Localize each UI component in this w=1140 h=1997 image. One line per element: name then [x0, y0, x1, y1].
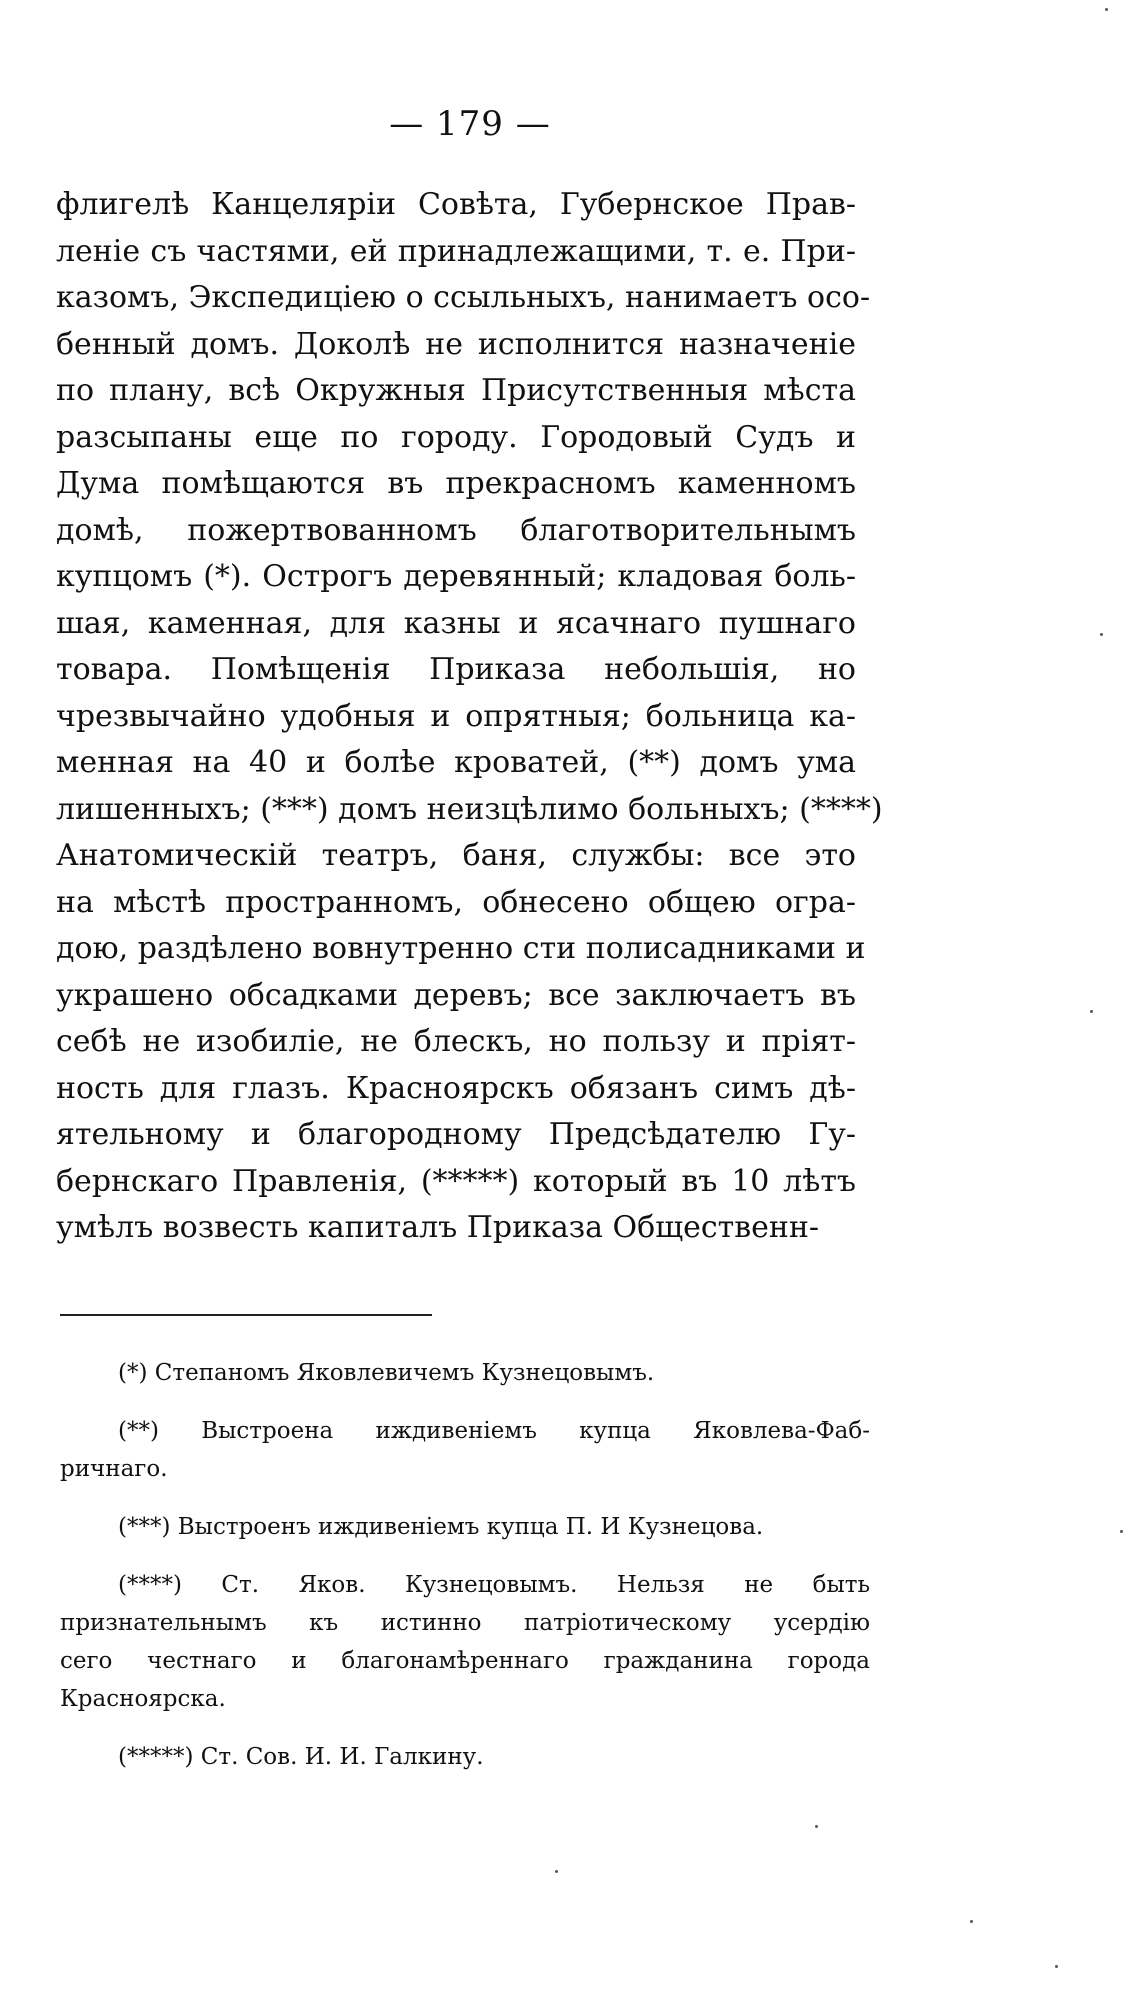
body-line: флигелѣ Канцелярiи Совѣта, Губернское Прав- — [56, 187, 856, 222]
scan-speck — [970, 1920, 973, 1923]
body-line: на мѣстѣ пространномъ, обнесено общею огра- — [56, 884, 856, 920]
body-line: разсыпаны еще по городу. Городовый Судъ и — [56, 419, 856, 455]
body-text — [56, 182, 883, 1252]
scan-speck — [1090, 1010, 1093, 1013]
footnote-line: (*) Степаномъ Яковлевичемъ Кузнецовымъ. — [118, 1360, 655, 1386]
scan-speck — [815, 1825, 818, 1828]
footnote-1 — [60, 1354, 870, 1392]
footnote-line: ричнаго. — [60, 1456, 168, 1482]
body-line: менная на 40 и болѣе кроватей, (**) домъ ума — [56, 745, 856, 780]
scan-speck — [555, 1870, 558, 1873]
scan-speck — [1120, 1530, 1123, 1533]
body-line: Анатомическiй театръ, баня, службы: все это — [56, 838, 856, 873]
body-line: себѣ не изобилiе, не блескъ, но пользу и прiят- — [56, 1024, 856, 1059]
body-line: домѣ, пожертвованномъ благотворительнымъ — [56, 512, 856, 548]
footnote-4 — [60, 1566, 870, 1718]
body-line: дою, раздѣлено вовнутренно сти полисадниками и — [56, 931, 866, 966]
body-line: ность для глазъ. Красноярскъ обязанъ симъ дѣ- — [56, 1070, 856, 1106]
footnote-3 — [60, 1508, 870, 1546]
page-number — [0, 104, 1140, 144]
body-line: Дума помѣщаются въ прекрасномъ каменномъ — [56, 466, 856, 501]
footnote-2 — [60, 1412, 870, 1488]
body-line: ятельному и благородному Предсѣдателю Гу- — [56, 1117, 856, 1152]
footnote-line: Красноярска. — [60, 1686, 226, 1712]
footnote-line: (**) Выстроена иждивенiемъ купца Яковлева-Фаб- — [118, 1418, 870, 1444]
footnote-line: (****) Ст. Яков. Кузнецовымъ. Нельзя не быть — [118, 1572, 870, 1598]
body-line: купцомъ (*). Острогъ деревянный; кладовая боль- — [56, 559, 856, 594]
scan-speck — [1105, 8, 1108, 11]
body-line: чрезвычайно удобныя и опрятныя; больница ка- — [56, 698, 856, 734]
scan-speck — [1055, 1965, 1058, 1968]
body-line: умѣлъ возвесть капиталъ Приказа Общественн- — [56, 1210, 820, 1245]
footnotes — [60, 1354, 870, 1796]
body-line: по плану, всѣ Окружныя Присутственныя мѣста — [56, 373, 856, 408]
footnote-line: сего честнаго и благонамѣреннаго гражданина города — [60, 1648, 870, 1674]
scan-speck — [1100, 633, 1103, 636]
page-number-text: — 179 — — [389, 104, 551, 144]
body-line: украшено обсадками деревъ; все заключаетъ въ — [56, 977, 856, 1013]
body-line: товара. Помѣщенiя Приказа небольшiя, но — [56, 652, 856, 687]
body-line: ленiе съ частями, ей принадлежащими, т. е. При- — [56, 233, 856, 269]
body-line: шая, каменная, для казны и ясачнаго пушнаго — [56, 605, 856, 641]
body-line: бенный домъ. Доколѣ не исполнится назначенiе — [56, 326, 856, 362]
footnote-divider — [60, 1314, 432, 1316]
footnote-line: признательнымъ къ истинно патрiотическому усердiю — [60, 1610, 870, 1636]
footnote-line: (***) Выстроенъ иждивенiемъ купца П. И Кузнецова. — [118, 1514, 764, 1540]
body-line: бернскаго Правленiя, (*****) который въ 10 лѣтъ — [56, 1163, 856, 1199]
body-line: лишенныхъ; (***) домъ неизцѣлимо больныхъ; (****) — [56, 791, 883, 827]
body-line: казомъ, Экспедицiею о ссыльныхъ, нанимаетъ осо- — [56, 280, 871, 315]
footnote-line: (*****) Ст. Сов. И. И. Галкину. — [118, 1744, 484, 1770]
footnote-5 — [60, 1738, 870, 1776]
